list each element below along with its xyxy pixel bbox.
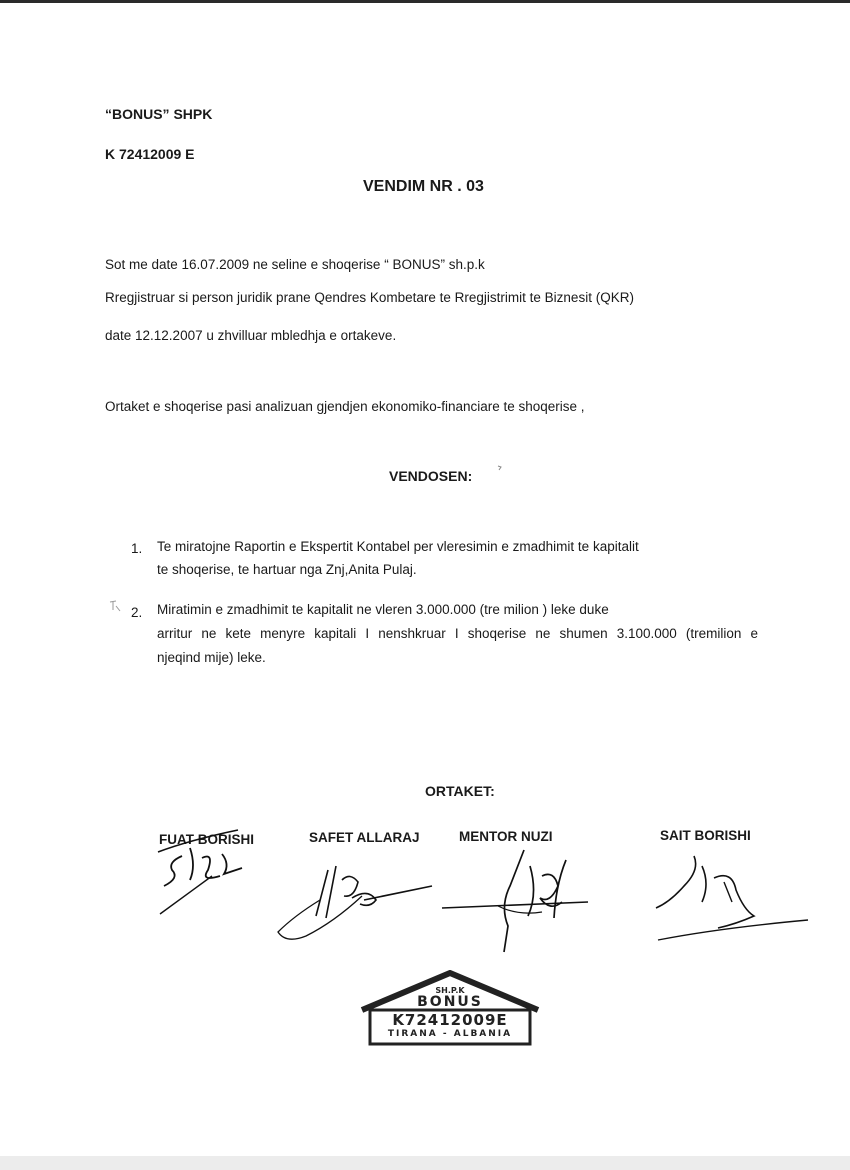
decision-2-line-1: Miratimin e zmadhimit te kapitalit ne vleren 3.000.000 (tre milion ) leke duke	[157, 602, 609, 617]
scan-edge-bottom	[0, 1156, 850, 1170]
signatory-4: SAIT BORISHI	[660, 828, 751, 843]
signature-3-icon	[438, 846, 598, 956]
intro-line-2: Rregjistruar si person juridik prane Qendres Kombetare te Rregjistrimit te Biznesit (QKR)	[105, 290, 634, 305]
decision-title: VENDIM NR . 03	[363, 178, 484, 195]
signature-4-icon	[640, 840, 810, 950]
registration-number: K 72412009 E	[105, 146, 195, 162]
company-name: “BONUS” SHPK	[105, 106, 213, 122]
stamp-line-1: SH.P.K	[435, 986, 465, 995]
signatory-3: MENTOR NUZI	[459, 829, 553, 844]
signature-1-icon	[150, 818, 260, 918]
partners-heading: ORTAKET:	[425, 783, 495, 799]
company-stamp	[360, 970, 540, 1050]
decides-heading: VENDOSEN:	[389, 468, 473, 484]
stamp-line-2: BONUS	[417, 994, 483, 1010]
decision-2-line-3: njeqind mije) leke.	[157, 650, 266, 665]
intro-line-3: date 12.12.2007 u zhvilluar mbledhja e ortakeve.	[105, 328, 397, 343]
margin-mark-icon	[496, 464, 504, 472]
decision-1-line-2: te shoqerise, te hartuar nga Znj,Anita Pulaj.	[157, 562, 417, 577]
intro-line-4: Ortaket e shoqerise pasi analizuan gjendjen ekonomiko-financiare te shoqerise ,	[105, 399, 585, 414]
margin-mark-icon	[108, 598, 124, 614]
stamp-line-4: TIRANA - ALBANIA	[387, 1029, 513, 1039]
stamp-line-3: K72412009E	[392, 1011, 508, 1029]
signature-2-icon	[272, 852, 442, 952]
signatory-1: FUAT BORISHI	[159, 832, 254, 847]
signatory-2: SAFET ALLARAJ	[309, 830, 420, 845]
decision-2-line-2: arritur ne kete menyre kapitali I nenshkruar I shoqerise ne shumen 3.100.000 (tremilion e	[157, 626, 758, 641]
decision-2-number: 2.	[131, 605, 143, 620]
decision-1-line-1: Te miratojne Raportin e Ekspertit Kontabel per vleresimin e zmadhimit te kapitalit	[157, 539, 639, 554]
scan-edge-top	[0, 0, 850, 3]
intro-line-1: Sot me date 16.07.2009 ne seline e shoqerise “ BONUS” sh.p.k	[105, 257, 485, 272]
decision-1-number: 1.	[131, 541, 143, 556]
